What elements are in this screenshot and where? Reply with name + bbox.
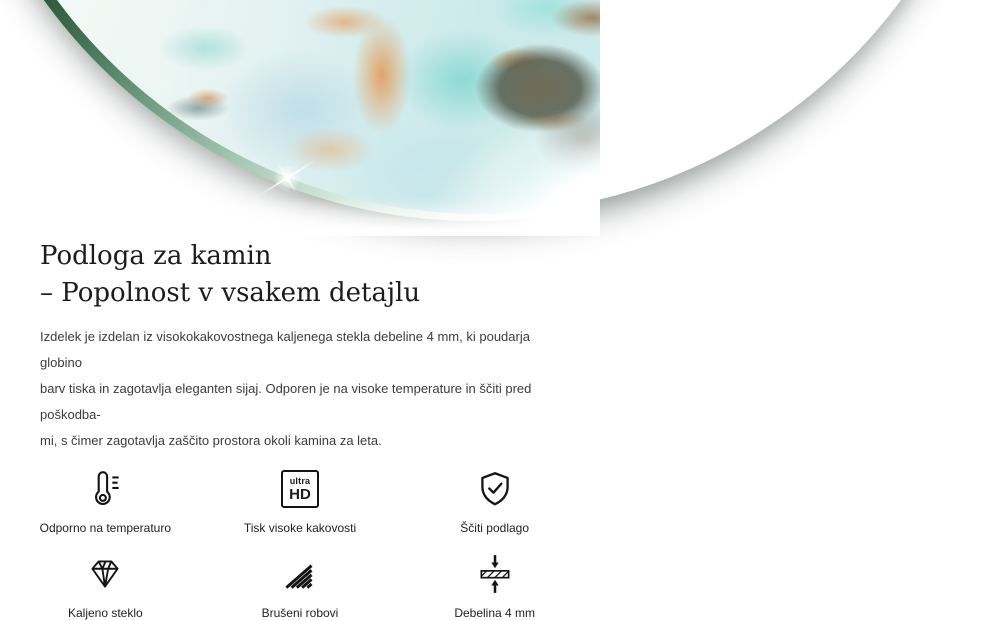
page-title <box>40 238 560 312</box>
feature-print-quality <box>203 466 398 535</box>
diamond-icon <box>84 551 126 597</box>
feature-protects <box>397 466 592 535</box>
feature-label: Debelina 4 mm <box>454 606 536 620</box>
product-photo <box>0 0 600 236</box>
description-line: Izdelek je izdelan iz visokokakovostnega kaljenega stekla debeline 4 mm, ki poudarja globino <box>40 329 530 370</box>
thickness-icon <box>474 551 516 597</box>
beveled-edges-icon <box>279 551 321 597</box>
feature-label: Odporno na temperaturo <box>39 521 172 535</box>
feature-tempered-glass <box>8 551 203 620</box>
description-line: barv tiska in zagotavlja eleganten sijaj. Odporen je na visoke temperature in ščiti pred poškodba- <box>40 381 532 422</box>
ultra-hd-text-top: ultra <box>289 475 311 486</box>
feature-thickness <box>397 551 592 620</box>
feature-temperature <box>8 466 203 535</box>
ultra-hd-icon <box>281 466 319 512</box>
marble-art-surface <box>0 0 600 236</box>
title-line-2: – Popolnost v vsakem detajlu <box>40 278 421 308</box>
description-line: mi, s čimer zagotavlja zaščito prostora okoli kamina za leta. <box>40 433 382 448</box>
ultra-hd-text-bottom: HD <box>289 485 311 503</box>
feature-beveled-edges <box>203 551 398 620</box>
feature-label: Tisk visoke kakovosti <box>243 521 357 535</box>
thermometer-icon <box>84 466 126 512</box>
feature-label: Brušeni robovi <box>261 606 339 620</box>
product-description <box>40 324 560 454</box>
feature-grid <box>0 466 600 620</box>
feature-label: Ščiti podlago <box>460 521 530 535</box>
ultra-hd-box <box>281 470 319 508</box>
shield-check-icon <box>474 466 516 512</box>
feature-label: Kaljeno steklo <box>67 606 143 620</box>
title-line-1: Podloga za kamin <box>40 241 272 271</box>
